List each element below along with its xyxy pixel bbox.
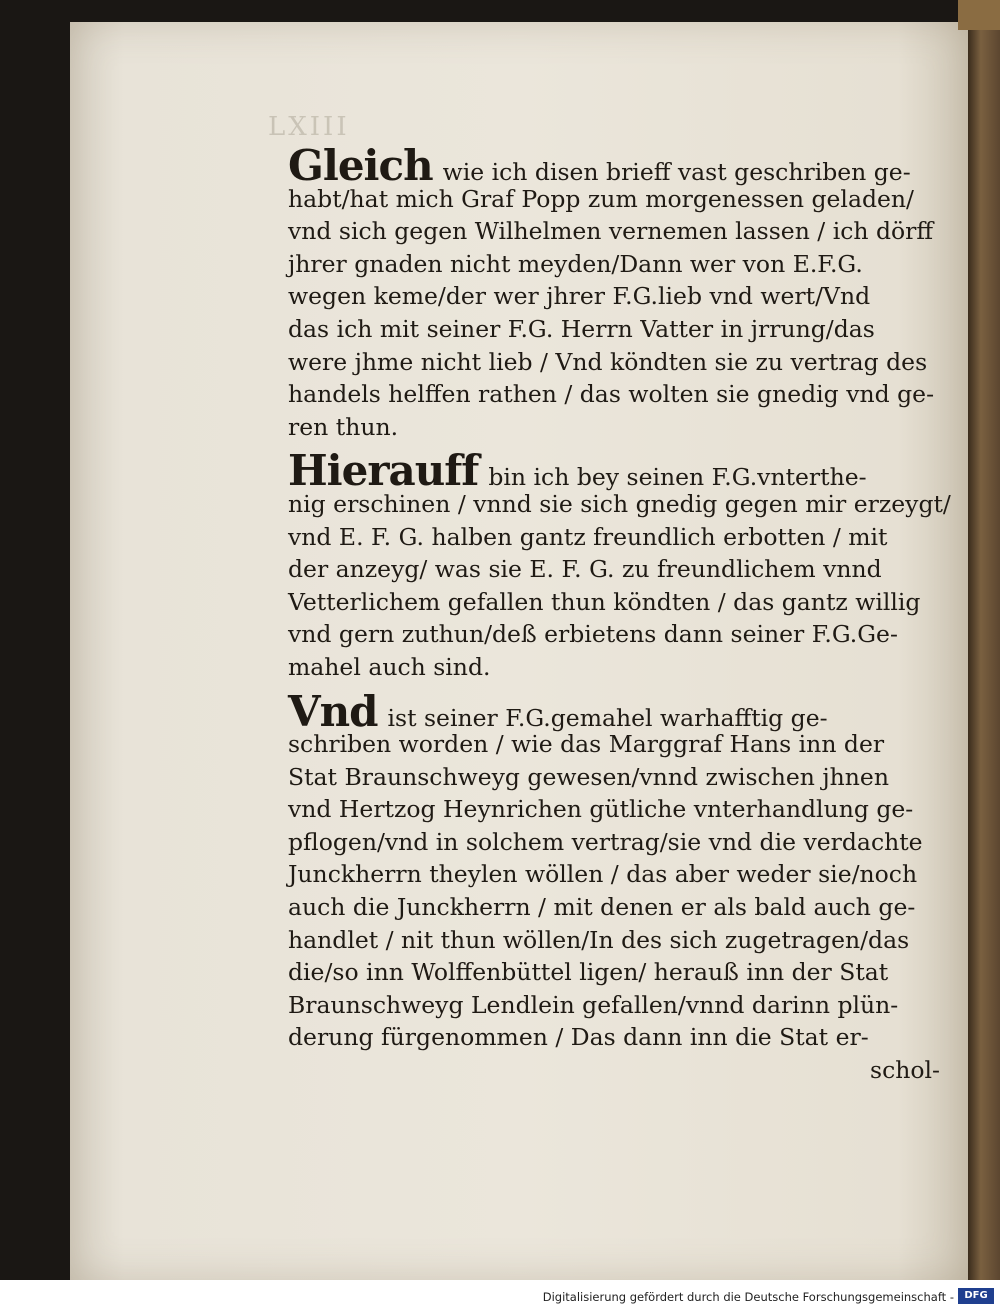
text-line: jhrer gnaden nicht meyden/Dann wer von E.F.G. [288, 249, 863, 278]
text-line: vnd Hertzog Heynrichen gütliche vnterhandlung ge- [288, 795, 914, 824]
show-through-header: LXIII [268, 112, 350, 142]
text-line: mahel auch sind. [288, 652, 491, 681]
text-line: Braunschweyg Lendlein gefallen/vnnd darinn plün- [288, 990, 899, 1019]
text-line [288, 446, 968, 496]
paragraph-2 [288, 446, 968, 683]
text-line: handlet / nit thun wöllen/In des sich zugetragen/das [288, 925, 910, 954]
text-line: Vetterlichem gefallen thun köndten / das gantz willig [288, 587, 921, 616]
text-line: Junckherrn theylen wöllen / das aber weder sie/noch [288, 860, 918, 889]
text-line: handels helffen rathen / das wolten sie gnedig vnd ge- [288, 380, 935, 409]
catchword: schol- [870, 1056, 940, 1085]
text-line: vnd sich gegen Wilhelmen vernemen lassen / ich dörff [288, 217, 934, 246]
footer-credit: Digitalisierung gefördert durch die Deutsche Forschungsgemeinschaft - [542, 1290, 954, 1304]
initial-word: Gleich [288, 141, 433, 190]
paragraph-1 [288, 141, 968, 443]
initial-word: Hierauff [288, 446, 479, 496]
text-line: wegen keme/der wer jhrer F.G.lieb vnd wert/Vnd [288, 282, 871, 311]
paragraph-3 [288, 686, 968, 1087]
text-line: ren thun. [288, 412, 399, 441]
text-line [288, 686, 968, 736]
text-line: derung fürgenommen / Das dann inn die Stat er- [288, 1023, 869, 1052]
initial-word: Vnd [288, 686, 378, 736]
line-text: bin ich bey seinen F.G.vnterthe- [488, 463, 867, 492]
text-line: vnd gern zuthun/deß erbietens dann seiner F.G.Ge- [288, 620, 898, 649]
text-line: habt/hat mich Graf Popp zum morgenessen geladen/ [288, 184, 914, 213]
footer-bar [0, 1280, 1000, 1313]
text-line: were jhme nicht lieb / Vnd köndten sie zu vertrag des [288, 347, 928, 376]
text-line: die/so inn Wolffenbüttel ligen/ herauß inn der Stat [288, 958, 889, 987]
line-text: ist seiner F.G.gemahel warhafftig ge- [387, 703, 828, 732]
text-line: pflogen/vnd in solchem vertrag/sie vnd die verdachte [288, 827, 923, 856]
text-line: auch die Junckherrn / mit denen er als bald auch ge- [288, 893, 916, 922]
book-corner [958, 0, 1000, 30]
dfg-logo: DFG [958, 1288, 994, 1304]
text-line [288, 141, 968, 190]
text-line: schriben worden / wie das Marggraf Hans inn der [288, 730, 885, 759]
line-text: wie ich disen brieff vast geschriben ge- [442, 158, 911, 186]
text-line: das ich mit seiner F.G. Herrn Vatter in jrrung/das [288, 314, 875, 343]
book-edge [968, 0, 1000, 1280]
text-line: vnd E. F. G. halben gantz freundlich erbotten / mit [288, 522, 888, 551]
text-line: nig erschinen / vnnd sie sich gnedig gegen mir erzeygt/ [288, 489, 951, 518]
page-text [288, 141, 968, 1087]
text-line: Stat Braunschweyg gewesen/vnnd zwischen jhnen [288, 762, 889, 791]
text-line: der anzeyg/ was sie E. F. G. zu freundlichem vnnd [288, 555, 882, 584]
